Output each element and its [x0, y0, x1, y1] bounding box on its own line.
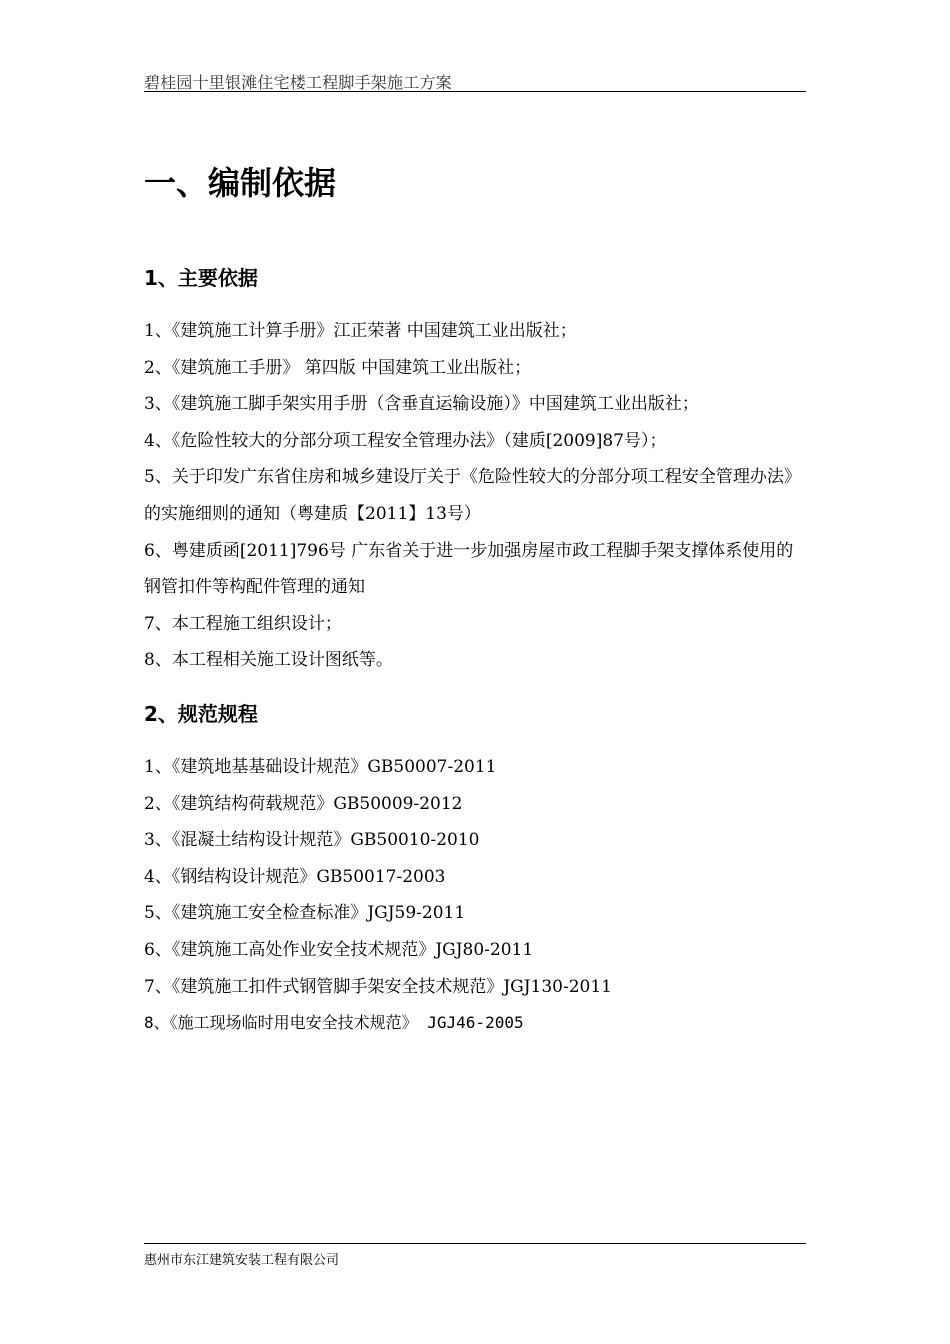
standards-list [144, 749, 806, 1042]
list-item: 8、本工程相关施工设计图纸等。 [144, 650, 393, 671]
main-basis-list [144, 313, 806, 679]
list-item: 4、《钢结构设计规范》GB50017-2003 [144, 866, 446, 887]
footer-divider [144, 1243, 806, 1244]
list-item: 3、《混凝土结构设计规范》GB50010-2010 [144, 830, 480, 851]
list-item: 5、《建筑施工安全检查标准》JGJ59-2011 [144, 903, 466, 924]
list-item: 7、本工程施工组织设计； [144, 613, 342, 634]
list-item: 6、《建筑施工高处作业安全技术规范》JGJ80-2011 [144, 939, 534, 960]
list-item: 5、关于印发广东省住房和城乡建设厅关于《危险性较大的分部分项工程安全管理办法》的实施细则的通知（粤建质【2011】13号） [144, 467, 801, 524]
list-item: 8、《施工现场临时用电安全技术规范》 JGJ46-2005 [144, 1013, 524, 1033]
list-item: 2、《建筑结构荷载规范》GB50009-2012 [144, 793, 463, 814]
chapter-title: 一、编制依据 [144, 164, 337, 202]
header-divider [144, 91, 806, 92]
list-item: 4、《危险性较大的分部分项工程安全管理办法》（建质[2009]87号）； [144, 430, 667, 451]
list-item: 3、《建筑施工脚手架实用手册（含垂直运输设施）》中国建筑工业出版社； [144, 394, 699, 415]
running-header: 碧桂园十里银滩住宅楼工程脚手架施工方案 [144, 73, 452, 92]
list-item: 1、《建筑地基基础设计规范》GB50007-2011 [144, 757, 497, 777]
list-item: 6、粤建质函[2011]796号 广东省关于进一步加强房屋市政工程脚手架支撑体系使用的钢管扣件等构配件管理的通知 [144, 540, 794, 598]
list-item: 7、《建筑施工扣件式钢管脚手架安全技术规范》JGJ130-2011 [144, 976, 612, 997]
section-title-main-basis: 1、主要依据 [144, 266, 258, 290]
list-item: 2、《建筑施工手册》 第四版 中国建筑工业出版社； [144, 357, 532, 378]
list-item: 1、《建筑施工计算手册》江正荣著 中国建筑工业出版社； [144, 321, 577, 341]
running-footer: 惠州市东江建筑安装工程有限公司 [144, 1253, 340, 1268]
section-title-standards: 2、规范规程 [144, 702, 258, 726]
